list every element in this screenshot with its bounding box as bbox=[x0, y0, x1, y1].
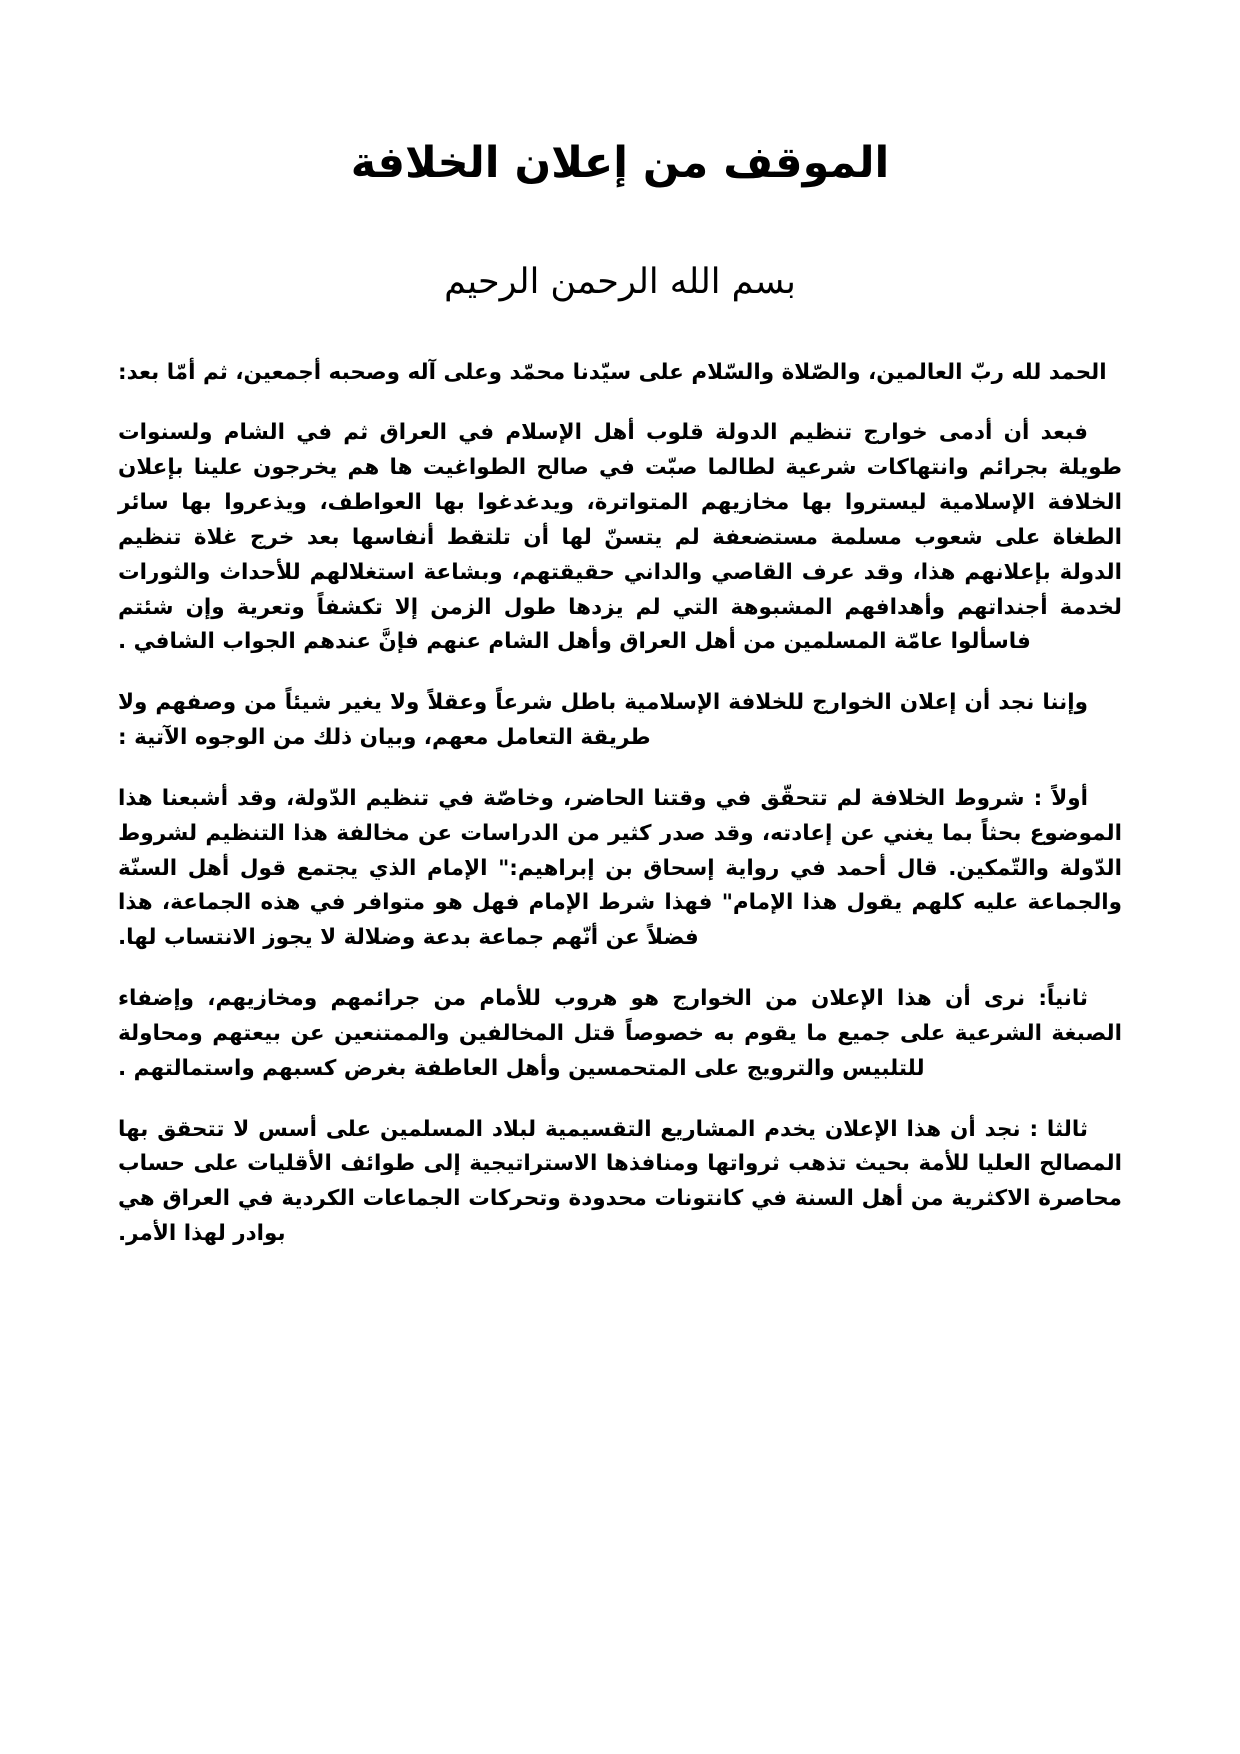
paragraph-2 bbox=[118, 686, 1122, 756]
paragraph-3-text: أولاً : شروط الخلافة لم تتحقّق في وقتنا الحاضر، وخاصّة في تنظيم الدّولة، وقد أشبعنا هذا الموضوع بحثاً بما يغني عن إعادته، وقد صدر كثير من الدراسات عن مخالفة هذا التنظيم لشروط الدّولة والتّمكين. قال أحمد في رواية إسحاق بن إبراهيم:" الإمام الذي يجتمع قول أهل السنّة والجماعة عليه كلهم يقول هذا الإمام" فهذا شرط الإمام فهل هو متوافر في هذه الجماعة، هذا فضلاً عن أنّهم جماعة بدعة وضلالة لا يجوز الانتساب لها. bbox=[118, 785, 1122, 951]
paragraph-1-text: فبعد أن أدمى خوارج تنظيم الدولة قلوب أهل الإسلام في العراق ثم في الشام ولسنوات طويلة بجرائم وانتهاكات شرعية لطالما صبّت في صالح الطواغيت ها هم يخرجون علينا بإعلان الخلافة الإسلامية ليستروا بها مخازيهم المتواترة، ويدغدغوا بها العواطف، ويذعروا بها سائر الطغاة على شعوب مسلمة مستضعفة لم يتسنّ لها أن تلتقط أنفاسها بعد خرج غلاة تنظيم الدولة بإعلانهم هذا، وقد عرف القاصي والداني حقيقتهم، وبشاعة استغلالهم للأحداث والثورات لخدمة أجنداتهم وأهدافهم المشبوهة التي لم يزدها طول الزمن إلا تكشفاً وتعرية وإن شئتم فاسألوا عامّة المسلمين من أهل العراق وأهل الشام عنهم فإنَّ عندهم الجواب الشافي . bbox=[118, 420, 1122, 655]
paragraph-1 bbox=[118, 416, 1122, 660]
paragraph-4 bbox=[118, 982, 1122, 1086]
paragraph-5-text: ثالثا : نجد أن هذا الإعلان يخدم المشاريع التقسيمية لبلاد المسلمين على أسس لا تتحقق بها المصالح العليا للأمة بحيث تذهب ثرواتها ومنافذها الاستراتيجية إلى طوائف الأقليات على حساب محاصرة الاكثرية من أهل السنة في كانتونات محدودة وتحركات الجماعات الكردية في العراق هي بوادر لهذا الأمر. bbox=[118, 1116, 1122, 1246]
paragraph-4-text: ثانياً: نرى أن هذا الإعلان من الخوارج هو هروب للأمام من جرائمهم ومخازيهم، وإضفاء الصبغة الشرعية على جميع ما يقوم به خصوصاً قتل المخالفين والممتنعين عن بيعتهم ومحاولة للتلبيس والترويج على المتحمسين وأهل العاطفة بغرض كسبهم واستمالتهم . bbox=[118, 986, 1122, 1081]
page-title: الموقف من إعلان الخلافة bbox=[350, 138, 890, 188]
paragraph-3 bbox=[118, 782, 1122, 956]
paragraph-intro-text: الحمد لله ربّ العالمين، والصّلاة والسّلام على سيّدنا محمّد وعلى آله وصحبه أجمعين، ثم أمّا بعد: bbox=[118, 359, 1107, 385]
paragraph-5 bbox=[118, 1113, 1122, 1252]
paragraph-intro bbox=[118, 356, 1122, 391]
basmala-line: بسم الله الرحمن الرحيم bbox=[444, 261, 796, 302]
paragraph-2-text: وإننا نجد أن إعلان الخوارج للخلافة الإسلامية باطل شرعاً وعقلاً ولا يغير شيئاً من وصفهم ولا طريقة التعامل معهم، وبيان ذلك من الوجوه الآتية : bbox=[118, 690, 1088, 751]
